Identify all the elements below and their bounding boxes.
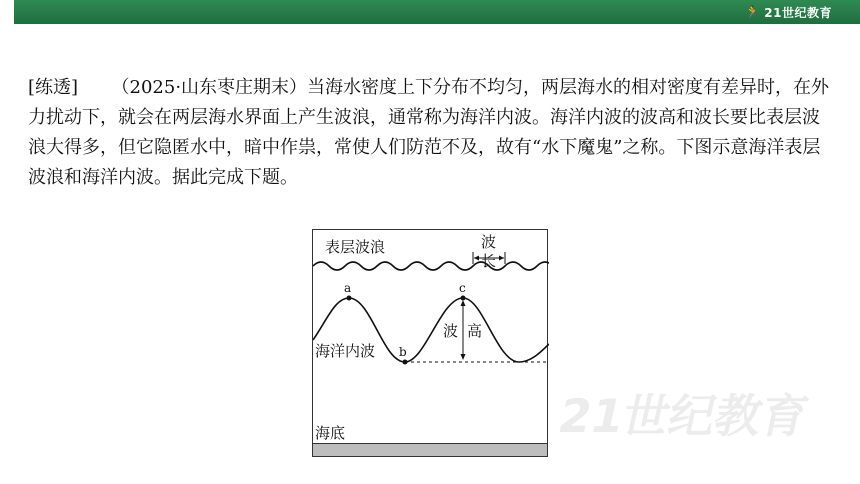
brand-logo: [745, 3, 832, 21]
wavelength-label-bottom: 长: [481, 252, 497, 270]
brand-name: 21世纪教育: [764, 5, 832, 20]
wave-height-label-left: 波: [443, 322, 459, 340]
point-c-dot: [461, 296, 466, 301]
point-b-label: b: [399, 345, 407, 359]
surface-wave-label: 表层波浪: [325, 238, 386, 256]
surface-wave-line: [313, 262, 549, 270]
internal-wave-label: 海洋内波: [315, 342, 376, 360]
wave-height-label-right: 高: [467, 322, 483, 340]
point-a-dot: [347, 296, 352, 301]
wave-height-arrowhead-top: [461, 300, 466, 306]
question-tag: [练透]: [28, 77, 79, 98]
point-b-dot: [403, 360, 408, 365]
question-text: [28, 73, 834, 193]
wave-height-arrowhead-bottom: [461, 354, 466, 360]
seabed-band: [313, 443, 547, 456]
seabed-label: 海底: [315, 424, 346, 442]
wavelength-arrowhead-right: [499, 256, 504, 261]
wavelength-label-top: 波: [481, 233, 497, 251]
wavelength-arrowhead-left: [474, 256, 479, 261]
top-bar: [0, 0, 860, 28]
point-a-label: a: [344, 281, 352, 295]
wave-diagram: [312, 229, 548, 457]
watermark: 21世纪教育: [553, 389, 814, 443]
question-source: （2025·山东枣庄期末）: [111, 77, 308, 98]
question-body: 当海水密度上下分布不均匀，两层海水的相对密度有差异时，在外力扰动下，就会在两层海水界面上产生波浪，通常称为海洋内波。海洋内波的波高和波长要比表层波浪大得多，但它隐匿水中，暗中作祟，常使人们防范不及，故有“水下魔鬼”之称。下图示意海洋表层波浪和海洋内波。据此完成下题。: [28, 77, 830, 188]
point-c-label: c: [459, 281, 466, 295]
header-banner: [14, 0, 860, 24]
runner-icon: 🏃: [745, 5, 761, 19]
